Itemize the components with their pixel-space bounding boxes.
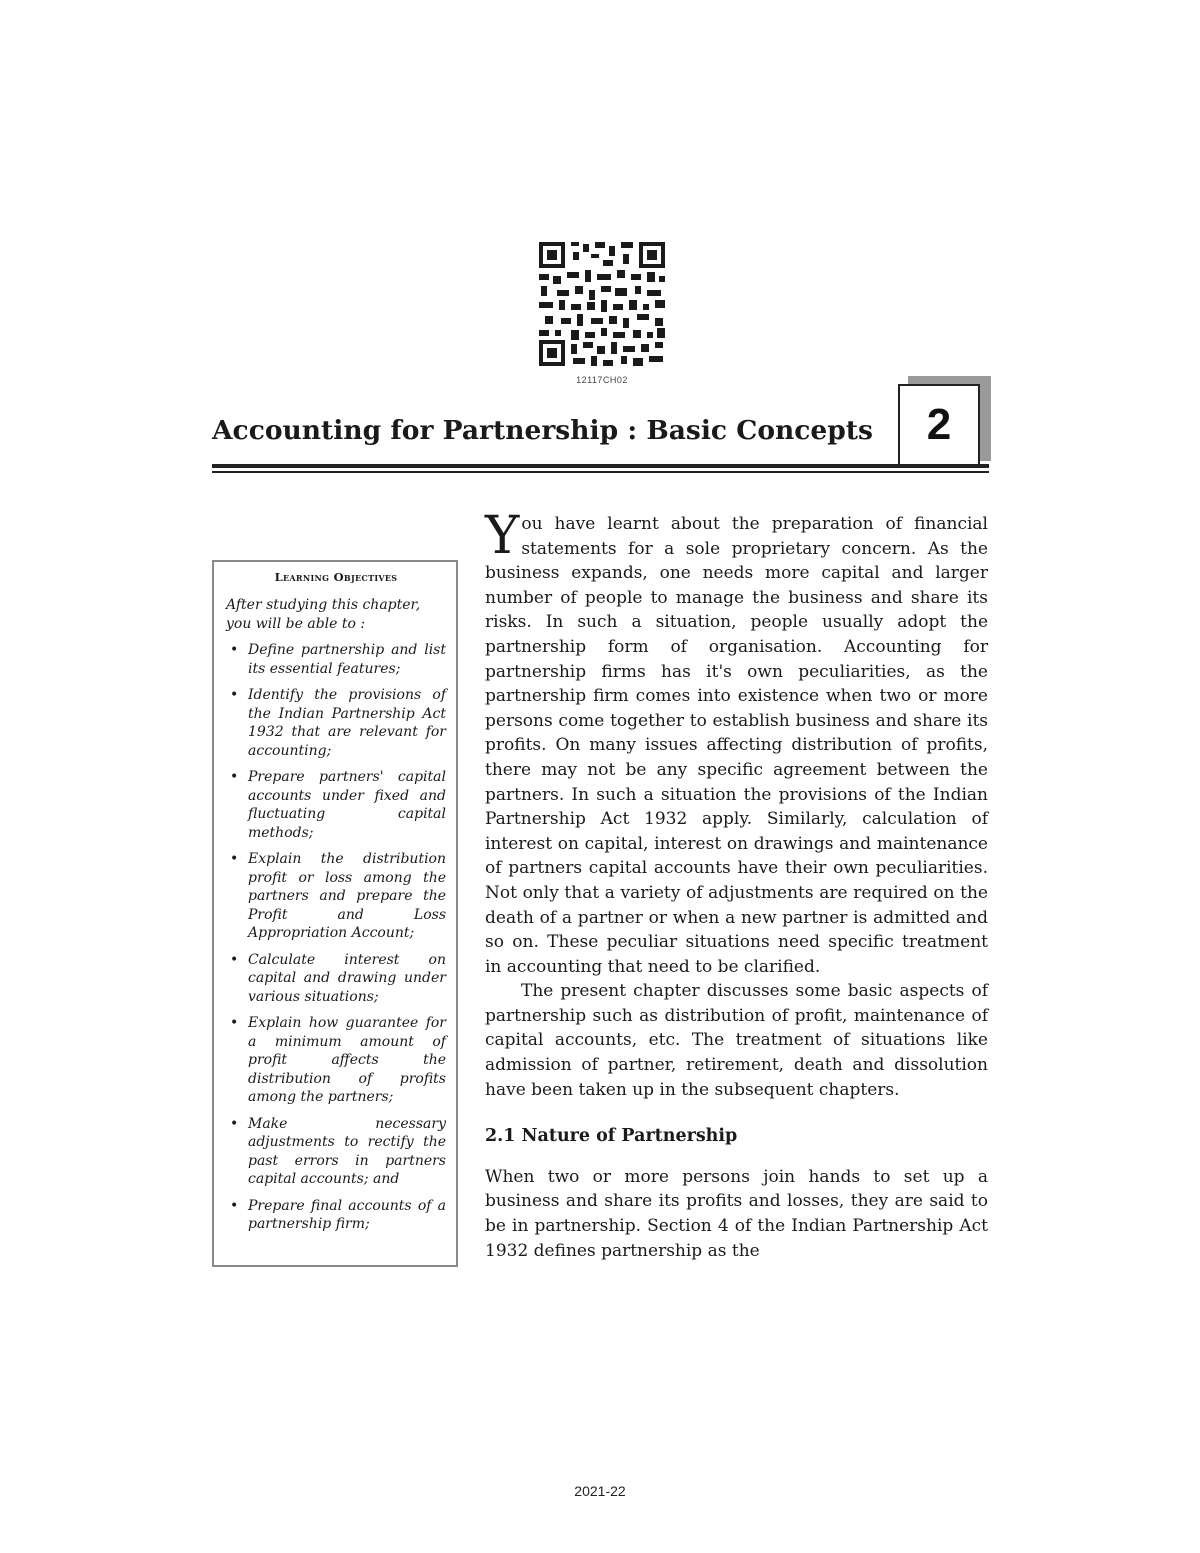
chapter-scope-paragraph: The present chapter discusses some basic aspects of partnership such as distribution of profit, maintenance of capital accounts, etc. The treatment of situations like admission of partner, retirement, death and dissolution have been taken up in the subsequent chapters. [485, 981, 988, 1100]
title-rule-thin [212, 471, 989, 473]
qr-code-image [537, 240, 667, 368]
intro-paragraph [485, 506, 988, 979]
learning-objectives-heading: Learning Objectives [274, 570, 398, 584]
title-rule-thick [212, 464, 989, 468]
learning-objectives-box [212, 560, 458, 1267]
section-heading: 2.1 Nature of Partnership [485, 1126, 738, 1147]
qr-code-id: 12117CH02 [576, 375, 628, 385]
objective-item: • Explain how guarantee for a minimum amount of profit affects the distribution of profits among the partners; [226, 1014, 446, 1107]
chapter-number: 2 [898, 384, 980, 466]
learning-objectives-intro: After studying this chapter, you will be able to : [226, 597, 421, 632]
objective-item: • Define partnership and list its essential features; [226, 641, 446, 678]
drop-cap: Y [485, 506, 520, 566]
objective-item: • Explain the distribution profit or loss among the partners and prepare the Profit and Loss Appropriation Account; [226, 850, 446, 943]
chapter-title: Accounting for Partnership : Basic Concepts [212, 415, 873, 446]
page-footer-year: 2021-22 [574, 1483, 626, 1499]
section-paragraph: When two or more persons join hands to set up a business and share its profits and losses, they are said to be in partnership. Section 4 of the Indian Partnership Act 1932 defines partnership as the [485, 1166, 988, 1261]
intro-paragraph-text: ou have learnt about the preparation of financial statements for a sole proprietary concern. As the business expands, one needs more capital and larger number of people to manage the business and share its risks. In such a situation, people usually adopt the partnership form of organisation. Accounting for partnership firms has it's own peculiarities, as the partnership firm comes into existence when two or more persons come together to establish business and share its profits. On many issues affecting distribution of profits, there may not be any specific agreement between the partners. In such a situation the provisions of the Indian Partnership Act 1932 apply. Similarly, calculation of interest on capital, interest on drawings and maintenance of partners capital accounts have their own peculiarities. Not only that a variety of adjustments are required on the death of a partner or when a new partner is admitted and so on. These peculiar situations need specific treatment in accounting that need to be clarified. [485, 514, 988, 977]
objective-item: • Calculate interest on capital and drawing under various situations; [226, 951, 446, 1007]
objective-item: • Prepare final accounts of a partnership firm; [226, 1197, 446, 1234]
learning-objectives-list [226, 641, 446, 1234]
objective-item: • Make necessary adjustments to rectify the past errors in partners capital accounts; and [226, 1115, 446, 1189]
chapter-body [485, 506, 988, 1263]
objective-item: • Identify the provisions of the Indian Partnership Act 1932 that are relevant for accounting; [226, 686, 446, 760]
objective-item: • Prepare partners' capital accounts under fixed and fluctuating capital methods; [226, 768, 446, 842]
